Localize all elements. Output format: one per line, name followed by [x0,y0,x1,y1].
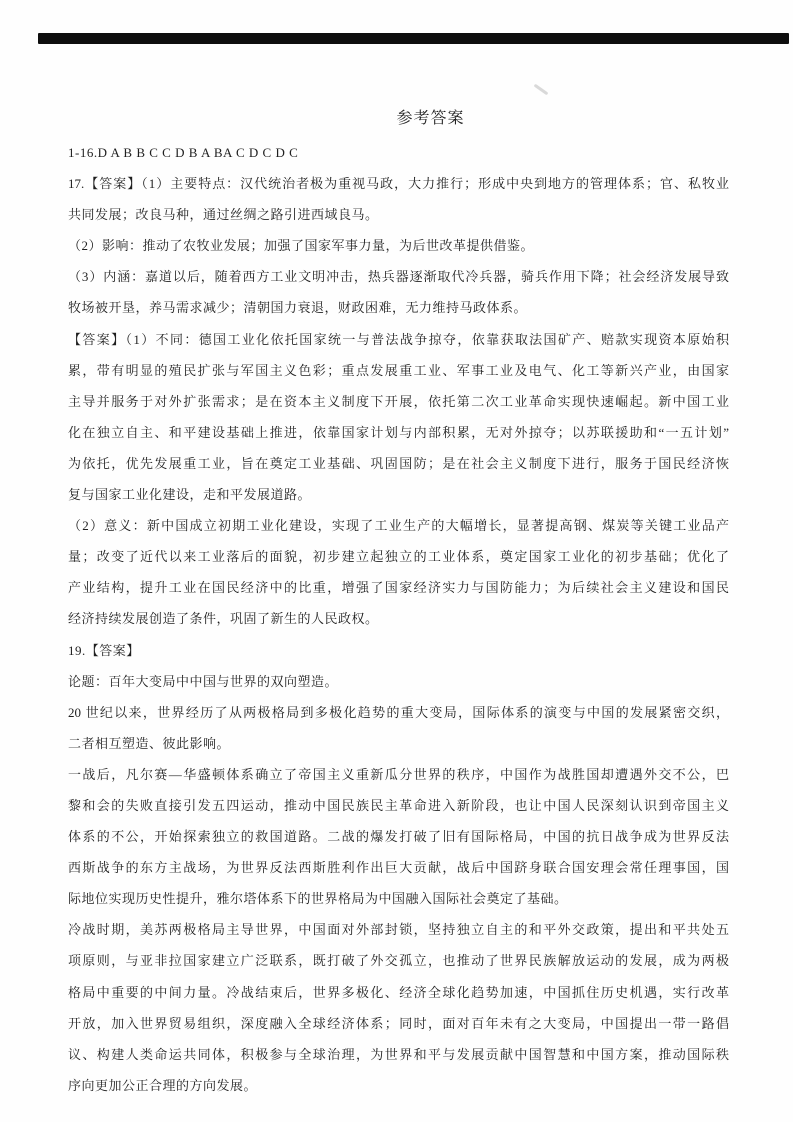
text-line-7: 【答案】（1）不同：德国工业化依托国家统一与普法战争掠夺，依靠获取法国矿产、赔款实现资本原始积 [68,331,729,347]
text-line-29: 开放，加入世界贸易组织，深度融入全球经济体系；同时，面对百年未有之大变局，中国提出一带一路倡 [68,1015,729,1031]
text-line-24: 西斯战争的东方主战场，为世界反法西斯胜利作出巨大贡献，战后中国跻身联合国安理会常任理事国，国 [68,860,729,876]
text-line-26: 冷战时期，美苏两极格局主导世界，中国面对外部封锁，坚持独立自主的和平外交政策，提出和平共处五 [68,922,729,938]
text-line-25: 际地位实现历史性提升，雅尔塔体系下的世界格局为中国融入国际社会奠定了基础。 [68,891,568,907]
page-title: 参考答案 [396,110,465,127]
text-line-2: 17.【答案】（1）主要特点：汉代统治者极为重视马政，大力推行；形成中央到地方的管理体系；官、私牧业 [68,176,729,192]
text-line-4: （2）影响：推动了农牧业发展；加强了国家军事力量，为后世改革提供借鉴。 [68,238,535,254]
text-line-13: （2）意义：新中国成立初期工业化建设，实现了工业生产的大幅增长，显著提高钢、煤炭等关键工业品产 [68,518,729,534]
text-line-22: 黎和会的失败直接引发五四运动，推动中国民族民主革命进入新阶段，也让中国人民深刻认识到帝国主义 [68,797,729,813]
text-line-6: 牧场被开垦，养马需求减少；清朝国力衰退，财政困难，无力维持马政体系。 [68,300,528,316]
text-line-30: 议、构建人类命运共同体，积极参与全球治理，为世界和平与发展贡献中国智慧和中国方案，推动国际秩 [68,1046,729,1062]
text-line-1: 1-16.D A B B C C D B A BA C D C D C [68,145,299,160]
text-line-20: 二者相互塑造、彼此影响。 [68,735,231,751]
text-line-12: 复与国家工业化建设，走和平发展道路。 [68,487,312,503]
text-line-19: 20 世纪以来，世界经历了从两极格局到多极化趋势的重大变局，国际体系的演变与中国的发展紧密交织， [68,704,729,720]
text-line-17: 19.【答案】 [68,642,140,658]
scan-artifact-bar [38,33,789,44]
text-line-3: 共同发展；改良马种，通过丝绸之路引进西域良马。 [68,207,379,223]
text-line-28: 格局中重要的中间力量。冷战结束后，世界多极化、经济全球化趋势加速，中国抓住历史机遇，实行改革 [68,984,729,1000]
text-line-23: 体系的不公，开始探索独立的救国道路。二战的爆发打破了旧有国际格局，中国的抗日战争成为世界反法 [68,829,729,845]
text-line-11: 为依托，优先发展重工业，旨在奠定工业基础、巩固国防；是在社会主义制度下进行，服务于国民经济恢 [68,455,729,471]
answers-body [68,137,729,1101]
text-line-15: 产业结构，提升工业在国民经济中的比重，增强了国家经济实力与国防能力；为后续社会主义建设和国民 [68,580,729,596]
text-line-31: 序向更加公正合理的方向发展。 [68,1077,258,1093]
text-line-27: 项原则，与亚非拉国家建立广泛联系，既打破了外交孤立，也推动了世界民族解放运动的发展，成为两极 [68,953,729,969]
text-line-10: 化在独立自主、和平建设基础上推进，依靠国家计划与内部积累，无对外掠夺；以苏联援助和“一五计划” [68,424,729,440]
scan-smudge-mark [534,84,549,96]
text-line-14: 量；改变了近代以来工业落后的面貌，初步建立起独立的工业体系，奠定国家工业化的初步基础；优化了 [68,549,729,565]
text-line-18: 论题：百年大变局中中国与世界的双向塑造。 [68,673,339,689]
text-line-21: 一战后，凡尔赛—华盛顿体系确立了帝国主义重新瓜分世界的秩序，中国作为战胜国却遭遇外交不公，巴 [68,766,729,782]
text-line-8: 累，带有明显的殖民扩张与军国主义色彩；重点发展重工业、军事工业及电气、化工等新兴产业，由国家 [68,362,729,378]
text-line-5: （3）内涵：嘉道以后，随着西方工业文明冲击，热兵器逐渐取代冷兵器，骑兵作用下降；社会经济发展导致 [68,269,729,285]
text-line-9: 主导并服务于对外扩张需求；是在资本主义制度下开展，依托第二次工业革命实现快速崛起。新中国工业 [68,393,729,409]
text-line-16: 经济持续发展创造了条件，巩固了新生的人民政权。 [68,611,379,627]
